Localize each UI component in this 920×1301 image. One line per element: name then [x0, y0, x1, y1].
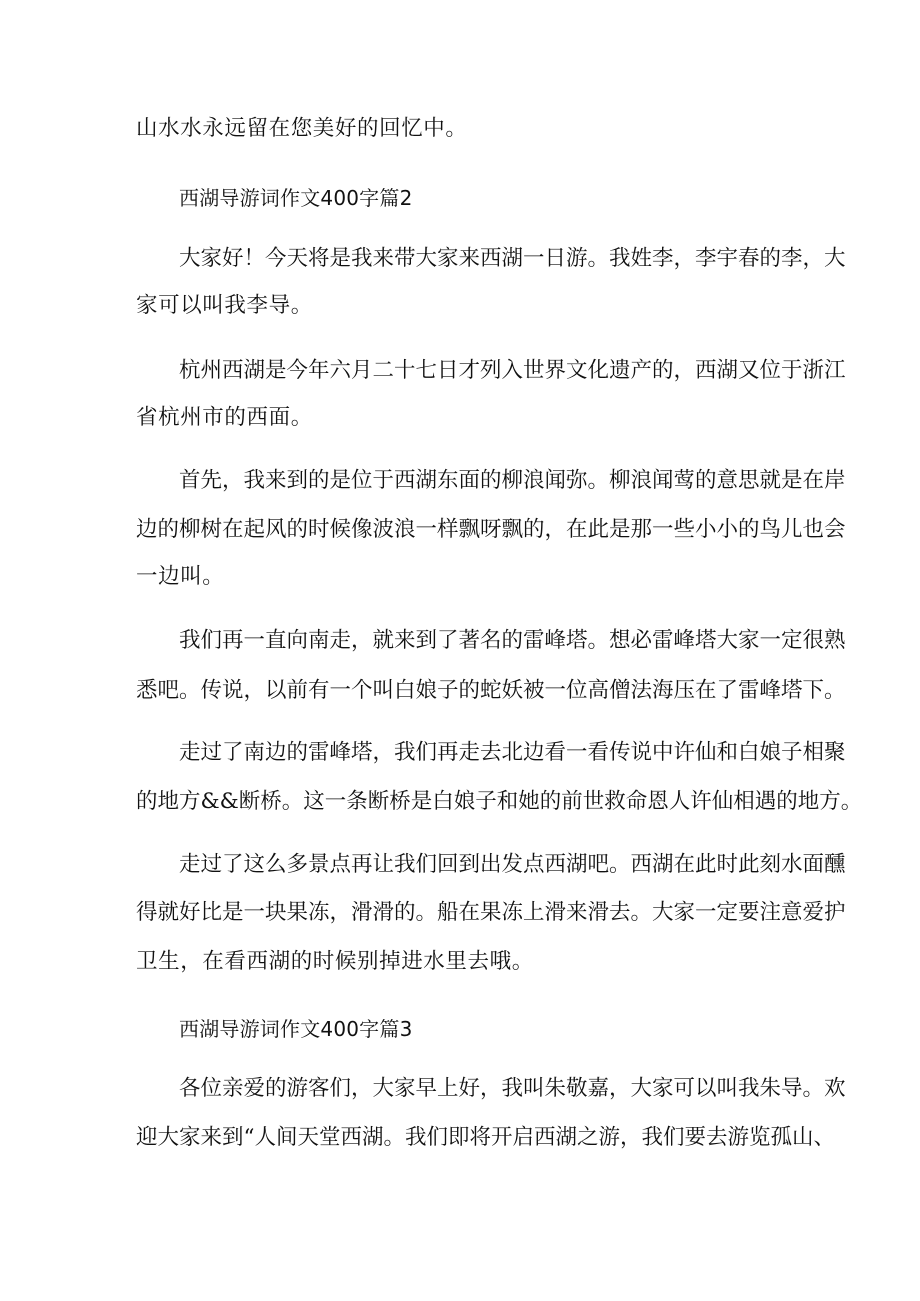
paragraph-line: 边的柳树在起风的时候像波浪一样飘呀飘的，在此是那一些小小的鸟儿也会	[136, 517, 846, 542]
paragraph-line: 各位亲爱的游客们，大家早上好，我叫朱敬嘉，大家可以叫我朱导。欢	[179, 1076, 846, 1101]
paragraph-line: 走过了南边的雷峰塔，我们再走去北边看一看传说中许仙和白娘子相聚	[179, 740, 846, 765]
paragraph-line: 大家好！今天将是我来带大家来西湖一日游。我姓李，李宇春的李，大	[179, 246, 846, 271]
paragraph-line: 省杭州市的西面。	[136, 405, 313, 430]
section-heading: 西湖导游词作文400字篇2	[179, 186, 413, 210]
paragraph-line: 家可以叫我李导。	[136, 293, 313, 318]
section-heading: 西湖导游词作文400字篇3	[179, 1017, 413, 1041]
paragraph-line: 迎大家来到“人间天堂西湖。我们即将开启西湖之游，我们要去游览孤山、	[136, 1125, 835, 1150]
paragraph-line: 悉吧。传说，以前有一个叫白娘子的蛇妖被一位高僧法海压在了雷峰塔下。	[136, 678, 846, 703]
paragraph-line: 一边叫。	[136, 564, 225, 589]
paragraph-line: 我们再一直向南走，就来到了著名的雷峰塔。想必雷峰塔大家一定很熟	[179, 628, 846, 653]
paragraph-line: 卫生，在看西湖的时候别掉进水里去哦。	[136, 949, 534, 974]
paragraph-line: 杭州西湖是今年六月二十七日才列入世界文化遗产的，西湖又位于浙江	[179, 358, 846, 383]
paragraph-line: 得就好比是一块果冻，滑滑的。船在果冻上滑来滑去。大家一定要注意爱护	[136, 900, 846, 925]
paragraph-line: 走过了这么多景点再让我们回到出发点西湖吧。西湖在此时此刻水面醺	[179, 852, 846, 877]
paragraph-line: 山水水永远留在您美好的回忆中。	[136, 116, 468, 141]
paragraph-line: 的地方&&断桥。这一条断桥是白娘子和她的前世救命恩人许仙相遇的地方。	[136, 789, 863, 814]
paragraph-line: 首先，我来到的是位于西湖东面的柳浪闻弥。柳浪闻莺的意思就是在岸	[179, 468, 846, 493]
